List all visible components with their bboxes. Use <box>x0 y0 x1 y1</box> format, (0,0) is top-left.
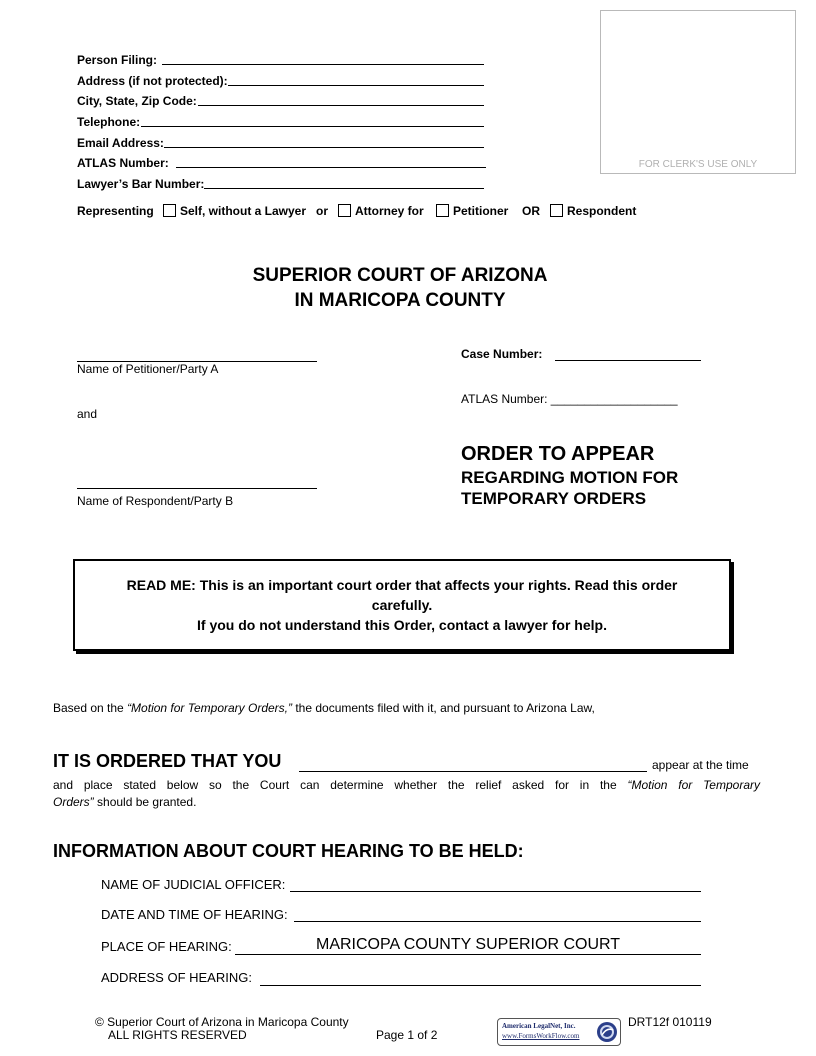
ordered-motion-2: Orders” <box>53 795 94 809</box>
city-row <box>77 92 197 108</box>
ordered-line2 <box>53 778 760 792</box>
ordered-after: appear at the time <box>652 758 749 772</box>
ordered-heading: IT IS ORDERED THAT YOU <box>53 751 282 771</box>
ordered-end: should be granted. <box>97 795 197 809</box>
footer-form-code: DRT12f 010119 <box>628 1015 712 1029</box>
petitioner-checkbox[interactable] <box>436 204 449 217</box>
person-filing-field[interactable] <box>162 64 484 65</box>
person-filing-row <box>77 51 157 67</box>
footer-page: Page 1 of 2 <box>376 1028 438 1042</box>
telephone-field[interactable] <box>141 126 484 127</box>
clerk-use-box <box>600 10 796 174</box>
read-me-box <box>73 559 731 651</box>
place-label: PLACE OF HEARING: <box>101 939 232 954</box>
city-label: City, State, Zip Code: <box>77 94 197 108</box>
representing-label: Representing <box>77 204 154 218</box>
atlas-label: ATLAS Number: <box>77 156 169 170</box>
date-time-label: DATE AND TIME OF HEARING: <box>101 907 288 922</box>
ordered-name-field[interactable] <box>299 771 647 772</box>
footer-copyright: © Superior Court of Arizona in Maricopa County <box>95 1015 349 1029</box>
read-me-line1: READ ME: This is an important court order that affects your rights. Read this order carefully. <box>126 577 678 613</box>
respondent-name-label: Name of Respondent/Party B <box>77 494 234 508</box>
atlas-number-label: ATLAS Number: ___________________ <box>461 392 678 406</box>
court-title-line2: IN MARICOPA COUNTY <box>294 290 506 311</box>
date-time-field[interactable] <box>294 921 701 922</box>
logo-line1: American LegalNet, Inc. <box>502 1022 576 1030</box>
email-row <box>77 134 164 150</box>
ordered-motion-1: “Motion for Temporary <box>627 778 760 792</box>
address-label: Address (if not protected): <box>77 74 228 88</box>
order-title-line3: TEMPORARY ORDERS <box>461 489 647 508</box>
self-checkbox[interactable] <box>163 204 176 217</box>
ordered-line2-text: and place stated below so the Court can determine whether the relief asked for in the <box>53 778 617 792</box>
place-value: MARICOPA COUNTY SUPERIOR COURT <box>316 936 621 953</box>
judicial-officer-field[interactable] <box>290 891 701 892</box>
email-field[interactable] <box>164 147 484 148</box>
atlas-row <box>77 154 169 170</box>
self-label: Self, without a Lawyer <box>180 204 307 218</box>
hearing-heading: INFORMATION ABOUT COURT HEARING TO BE HELD: <box>53 841 524 861</box>
telephone-row <box>77 113 140 129</box>
bar-field[interactable] <box>204 188 484 189</box>
person-filing-label: Person Filing: <box>77 53 158 67</box>
address-field[interactable] <box>228 85 484 86</box>
bar-label: Lawyer’s Bar Number: <box>77 177 205 191</box>
address-row <box>77 72 228 88</box>
telephone-label: Telephone: <box>77 115 141 129</box>
court-title-line1: SUPERIOR COURT OF ARIZONA <box>252 265 548 286</box>
address-hearing-label: ADDRESS OF HEARING: <box>101 970 252 985</box>
read-me-line2: If you do not understand this Order, contact a lawyer for help. <box>197 617 607 633</box>
intro-text <box>53 701 595 715</box>
legalnet-logo[interactable] <box>497 1018 621 1046</box>
or-text-1: or <box>316 204 328 218</box>
order-title-line2: REGARDING MOTION FOR <box>461 468 679 487</box>
intro-suffix: the documents filed with it, and pursuant to Arizona Law, <box>292 701 595 715</box>
globe-icon <box>596 1021 618 1043</box>
respondent-option[interactable] <box>550 204 636 218</box>
or-text-2: OR <box>522 204 540 218</box>
logo-line2: www.FormsWorkFlow.com <box>502 1032 580 1040</box>
clerk-use-label: FOR CLERK'S USE ONLY <box>638 159 758 170</box>
judicial-officer-label: NAME OF JUDICIAL OFFICER: <box>101 877 286 892</box>
attorney-checkbox[interactable] <box>338 204 351 217</box>
intro-motion: “Motion for Temporary Orders,” <box>127 701 292 715</box>
atlas-field[interactable] <box>176 167 486 168</box>
footer-rights: ALL RIGHTS RESERVED <box>108 1028 247 1042</box>
city-field[interactable] <box>198 105 484 106</box>
petitioner-label: Name of Petitioner/Party A <box>77 362 219 376</box>
respondent-checkbox[interactable] <box>550 204 563 217</box>
order-title-line1: ORDER TO APPEAR <box>461 443 655 465</box>
place-field[interactable] <box>235 954 701 955</box>
petitioner-label: Petitioner <box>453 204 509 218</box>
petitioner-option[interactable] <box>436 204 508 218</box>
address-hearing-field[interactable] <box>260 985 701 986</box>
respondent-label: Respondent <box>567 204 637 218</box>
attorney-option[interactable] <box>338 204 424 218</box>
case-number-field[interactable] <box>555 360 701 361</box>
case-number-label: Case Number: <box>461 347 543 361</box>
email-label: Email Address: <box>77 136 164 150</box>
intro-prefix: Based on the <box>53 701 128 715</box>
bar-row <box>77 175 204 191</box>
attorney-label: Attorney for <box>355 204 424 218</box>
and-text: and <box>77 407 98 421</box>
respondent-name-field[interactable] <box>77 488 317 489</box>
self-option[interactable] <box>163 204 306 218</box>
ordered-line3 <box>53 795 196 809</box>
